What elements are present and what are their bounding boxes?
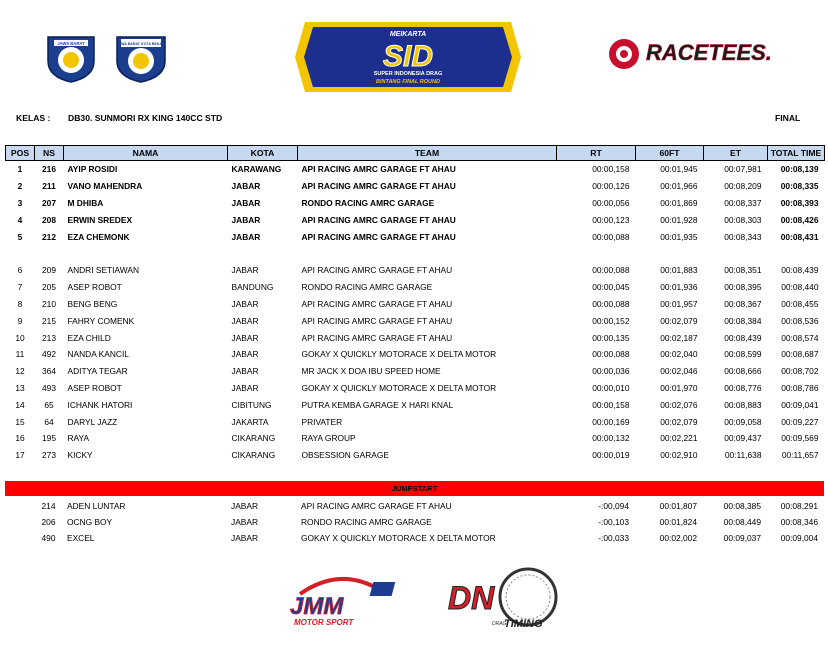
cell-60ft: 00:01,883 [660, 265, 698, 276]
cell-60ft: 00:02,221 [660, 433, 698, 444]
table-row [5, 514, 824, 530]
cell-kota: JAKARTA [231, 416, 269, 427]
cell-team: API RACING AMRC GARAGE FT AHAU [301, 315, 453, 326]
cell-et: 00:08,367 [724, 298, 762, 309]
cell-rt: 00:00,056 [592, 197, 630, 208]
jawa-barat-logo [44, 31, 98, 83]
col-header-nama: NAMA [64, 146, 228, 161]
cell-pos: 12 [15, 366, 25, 377]
cell-ns: 213 [42, 332, 56, 343]
cell-kota: KARAWANG [231, 164, 282, 175]
cell-nama: OCNG BOY [67, 517, 113, 527]
sid-super-indonesia-drag-logo [293, 16, 523, 98]
cell-et: 00:08,449 [723, 517, 761, 527]
cell-ns: 209 [42, 265, 56, 276]
cell-ns: 195 [42, 433, 56, 444]
cell-total-time: 00:08,574 [781, 332, 819, 343]
cell-rt: 00:00,126 [592, 181, 630, 192]
cell-kota: JABAR [231, 517, 258, 527]
cell-rt: 00:00,088 [592, 349, 630, 360]
cell-et: 00:08,666 [724, 366, 762, 377]
col-header-60ft: 60FT [636, 146, 704, 161]
dn-drag-timing-logo [442, 567, 562, 633]
cell-kota: JABAR [231, 315, 259, 326]
table-row [6, 228, 825, 245]
cell-team: API RACING AMRC GARAGE FT AHAU [301, 231, 456, 242]
cell-kota: JABAR [231, 231, 261, 242]
cell-pos: 16 [15, 433, 25, 444]
cell-team: GOKAY X QUICKLY MOTORACE X DELTA MOTOR [301, 382, 497, 393]
cell-nama: ASEP ROBOT [67, 282, 122, 293]
sid-logo-round-text: BINTANG FINAL ROUND [376, 79, 440, 85]
cell-rt: 00:00,169 [592, 416, 630, 427]
cell-ns: 208 [42, 214, 56, 225]
cell-nama: RAYA [67, 433, 90, 444]
cell-kota: JABAR [231, 501, 258, 511]
cell-ns: 212 [42, 231, 56, 242]
cell-team: GOKAY X QUICKLY MOTORACE X DELTA MOTOR [301, 349, 497, 360]
sid-logo-main-text: SID [382, 40, 434, 73]
cell-et: 00:09,058 [724, 416, 762, 427]
cell-ns: 210 [42, 298, 56, 309]
cell-total-time: 00:09,227 [781, 416, 819, 427]
jawa-barat-logo-text: JAWA BARAT [57, 41, 85, 46]
cell-et: 00:11,638 [724, 450, 762, 461]
cell-rt: 00:00,010 [592, 382, 630, 393]
cell-pos: 3 [17, 197, 23, 208]
cell-nama: ADITYA TEGAR [67, 366, 128, 377]
cell-60ft: 00:01,966 [660, 181, 698, 192]
cell-kota: CIBITUNG [231, 399, 272, 410]
cell-team: GOKAY X QUICKLY MOTORACE X DELTA MOTOR [301, 533, 496, 543]
cell-60ft: 00:02,187 [660, 332, 698, 343]
cell-60ft: 00:01,945 [660, 164, 698, 175]
cell-rt: 00:00,045 [592, 282, 630, 293]
cell-ns: 492 [42, 349, 56, 360]
cell-60ft: 00:02,076 [660, 399, 698, 410]
dn-logo-drag-text: DRAG [492, 621, 507, 627]
sid-logo-top-text: MEIKARTA [389, 31, 427, 38]
racetees-logo [604, 30, 790, 76]
kelas-value: DB30. SUNMORI RX KING 140CC STD [68, 113, 223, 123]
cell-60ft: 00:02,002 [659, 533, 697, 543]
cell-pos: 10 [15, 332, 25, 343]
cell-rt: 00:00,132 [592, 433, 630, 444]
cell-pos: 17 [15, 450, 25, 461]
cell-60ft: 00:01,824 [659, 517, 697, 527]
cell-60ft: 00:01,807 [659, 501, 697, 511]
table-row [5, 498, 824, 514]
cell-team: PUTRA KEMBA GARAGE X HARI KNAL [301, 399, 454, 410]
cell-team: MR JACK X DOA IBU SPEED HOME [301, 366, 441, 377]
cell-60ft: 00:01,869 [660, 197, 698, 208]
cell-ns: 207 [42, 197, 56, 208]
cell-nama: VANO MAHENDRA [67, 181, 143, 192]
cell-total-time: 00:08,439 [781, 265, 819, 276]
cell-ns: 273 [42, 450, 56, 461]
cell-ns: 65 [44, 399, 54, 410]
table-row [6, 312, 825, 329]
kelas-label: KELAS : [16, 113, 51, 123]
jmm-logo-sub-text: MOTOR SPORT [294, 618, 354, 627]
table-row [6, 363, 825, 380]
cell-60ft: 00:01,928 [660, 214, 698, 225]
cell-et: 00:08,776 [724, 382, 762, 393]
cell-total-time: 00:08,335 [780, 181, 819, 192]
table-row [6, 279, 825, 296]
cell-nama: DARYL JAZZ [67, 416, 118, 427]
table-row [6, 161, 825, 178]
cell-pos: 8 [17, 298, 23, 309]
cell-et: 00:08,439 [724, 332, 762, 343]
cell-kota: JABAR [231, 197, 261, 208]
top-five-rows [6, 161, 825, 245]
cell-pos [5, 530, 34, 546]
cell-team: RONDO RACING AMRC GARAGE [301, 197, 435, 208]
col-header-total-time: TOTAL TIME [768, 146, 825, 161]
col-header-pos: POS [6, 146, 35, 161]
cell-pos: 2 [17, 181, 23, 192]
cell-rt: 00:00,036 [592, 366, 630, 377]
cell-et: 00:09,437 [724, 433, 762, 444]
cell-total-time: 00:08,687 [781, 349, 819, 360]
round-label: FINAL [775, 113, 801, 123]
cell-team: RONDO RACING AMRC GARAGE [301, 282, 433, 293]
cell-nama: ASEP ROBOT [67, 382, 122, 393]
cell-nama: BENG BENG [67, 298, 118, 309]
cell-nama: KICKY [67, 450, 93, 461]
cell-kota: BANDUNG [231, 282, 274, 293]
cell-et: 00:08,599 [724, 349, 762, 360]
cell-team: API RACING AMRC GARAGE FT AHAU [301, 332, 453, 343]
table-row [6, 346, 825, 363]
cell-pos: 7 [17, 282, 23, 293]
kota-bekasi-logo [113, 31, 169, 83]
cell-kota: JABAR [231, 382, 259, 393]
cell-ns: 214 [41, 501, 56, 511]
cell-pos: 9 [17, 315, 23, 326]
col-header-kota: KOTA [228, 146, 298, 161]
cell-ns: 215 [42, 315, 56, 326]
cell-60ft: 00:02,079 [660, 315, 698, 326]
cell-total-time: 00:08,431 [780, 231, 819, 242]
cell-pos [5, 514, 34, 530]
cell-nama: M DHIBA [67, 197, 104, 208]
cell-nama: AYIP ROSIDI [67, 164, 118, 175]
cell-total-time: 00:08,440 [781, 282, 819, 293]
cell-kota: JABAR [231, 366, 259, 377]
cell-team: API RACING AMRC GARAGE FT AHAU [301, 214, 456, 225]
table-row [6, 413, 825, 430]
cell-rt: 00:00,158 [592, 164, 630, 175]
cell-rt: 00:00,019 [592, 450, 630, 461]
cell-rt: 00:00,088 [592, 298, 630, 309]
cell-et: 00:07,981 [724, 164, 762, 175]
cell-60ft: 00:02,079 [660, 416, 698, 427]
cell-total-time: 00:08,346 [780, 517, 818, 527]
cell-pos: 11 [15, 349, 25, 360]
dn-logo-sub-text: TIMING [504, 618, 543, 630]
kota-bekasi-logo-text: JAWA BARAT KOTA BEKASI [116, 42, 166, 46]
table-row [5, 530, 824, 546]
cell-total-time: 00:11,657 [781, 450, 819, 461]
cell-et: 00:08,343 [724, 231, 762, 242]
dn-logo-text: DN [448, 580, 495, 616]
cell-nama: EZA CHEMONK [67, 231, 130, 242]
remaining-rows [6, 262, 825, 464]
cell-team: API RACING AMRC GARAGE FT AHAU [301, 298, 453, 309]
cell-nama: EXCEL [67, 533, 95, 543]
cell-kota: JABAR [231, 265, 259, 276]
jumpstart-banner: JUMPSTART [5, 481, 824, 496]
cell-ns: 493 [42, 382, 56, 393]
table-row [6, 396, 825, 413]
cell-et: 00:08,395 [724, 282, 762, 293]
sid-logo-sub-text: SUPER INDONESIA DRAG [373, 71, 443, 77]
cell-team: PRIVATER [301, 416, 343, 427]
table-row [6, 329, 825, 346]
cell-60ft: 00:01,957 [660, 298, 698, 309]
cell-rt: -:00,103 [598, 517, 629, 527]
col-header-ns: NS [35, 146, 64, 161]
cell-60ft: 00:01,935 [660, 231, 698, 242]
cell-pos: 5 [17, 231, 23, 242]
cell-pos [5, 498, 34, 514]
cell-et: 00:08,384 [724, 315, 762, 326]
col-header-et: ET [704, 146, 768, 161]
cell-pos: 13 [15, 382, 25, 393]
cell-pos: 4 [17, 214, 23, 225]
cell-kota: JABAR [231, 214, 261, 225]
cell-et: 00:08,351 [724, 265, 762, 276]
cell-60ft: 00:02,910 [660, 450, 698, 461]
cell-team: RAYA GROUP [301, 433, 356, 444]
col-header-rt: RT [557, 146, 636, 161]
jmm-motor-sport-logo [280, 572, 404, 628]
cell-pos: 14 [15, 399, 25, 410]
cell-et: 00:08,209 [724, 181, 762, 192]
cell-total-time: 00:08,291 [780, 501, 818, 511]
cell-kota: JABAR [231, 533, 258, 543]
cell-et: 00:09,037 [723, 533, 761, 543]
cell-nama: NANDA KANCIL [67, 349, 129, 360]
cell-et: 00:08,303 [724, 214, 762, 225]
cell-kota: JABAR [231, 298, 259, 309]
cell-pos: 6 [17, 265, 23, 276]
cell-nama: ADEN LUNTAR [67, 501, 126, 511]
cell-total-time: 00:08,426 [780, 214, 819, 225]
cell-nama: ERWIN SREDEX [67, 214, 133, 225]
cell-total-time: 00:09,004 [780, 533, 818, 543]
cell-nama: ANDRI SETIAWAN [67, 265, 140, 276]
cell-team: API RACING AMRC GARAGE FT AHAU [301, 164, 456, 175]
cell-rt: 00:00,088 [592, 231, 630, 242]
cell-et: 00:08,385 [723, 501, 761, 511]
cell-ns: 490 [41, 533, 56, 543]
cell-ns: 205 [42, 282, 56, 293]
jmm-logo-text: JMM [290, 593, 344, 620]
cell-team: OBSESSION GARAGE [301, 450, 389, 461]
cell-pos: 15 [15, 416, 25, 427]
table-row [6, 195, 825, 212]
results-table [5, 145, 825, 464]
table-row [6, 178, 825, 195]
table-row [6, 211, 825, 228]
cell-total-time: 00:08,139 [780, 164, 819, 175]
cell-ns: 216 [42, 164, 56, 175]
cell-kota: JABAR [231, 332, 259, 343]
cell-ns: 206 [41, 517, 56, 527]
cell-team: RONDO RACING AMRC GARAGE [301, 517, 432, 527]
cell-total-time: 00:08,536 [781, 315, 819, 326]
cell-rt: -:00,033 [598, 533, 629, 543]
col-header-team: TEAM [298, 146, 557, 161]
spacer [6, 245, 825, 262]
cell-rt: 00:00,158 [592, 399, 630, 410]
table-row [6, 296, 825, 313]
cell-rt: 00:00,135 [592, 332, 630, 343]
cell-et: 00:08,337 [724, 197, 762, 208]
cell-nama: EZA CHILD [67, 332, 111, 343]
racetees-logo-text: RACETEES. [646, 40, 772, 65]
cell-60ft: 00:02,040 [660, 349, 698, 360]
cell-total-time: 00:08,702 [781, 366, 819, 377]
table-row [6, 430, 825, 447]
cell-nama: ICHANK HATORI [67, 399, 133, 410]
cell-et: 00:08,883 [724, 399, 762, 410]
cell-kota: CIKARANG [231, 433, 276, 444]
cell-team: API RACING AMRC GARAGE FT AHAU [301, 181, 456, 192]
cell-rt: -:00,094 [598, 501, 629, 511]
cell-60ft: 00:02,046 [660, 366, 698, 377]
cell-60ft: 00:01,936 [660, 282, 698, 293]
table-row [6, 262, 825, 279]
cell-total-time: 00:09,041 [781, 399, 819, 410]
cell-ns: 64 [44, 416, 54, 427]
cell-ns: 364 [42, 366, 56, 377]
cell-ns: 211 [42, 181, 56, 192]
cell-kota: JABAR [231, 349, 259, 360]
cell-team: API RACING AMRC GARAGE FT AHAU [301, 501, 452, 511]
table-row [6, 380, 825, 397]
cell-team: API RACING AMRC GARAGE FT AHAU [301, 265, 453, 276]
jumpstart-table [5, 498, 824, 546]
table-row [6, 447, 825, 464]
cell-total-time: 00:09,569 [781, 433, 819, 444]
cell-nama: FAHRY COMENK [67, 315, 135, 326]
cell-rt: 00:00,123 [592, 214, 630, 225]
cell-60ft: 00:01,970 [660, 382, 698, 393]
cell-total-time: 00:08,455 [781, 298, 819, 309]
cell-total-time: 00:08,786 [781, 382, 819, 393]
cell-rt: 00:00,088 [592, 265, 630, 276]
cell-kota: JABAR [231, 181, 261, 192]
cell-pos: 1 [17, 164, 23, 175]
cell-total-time: 00:08,393 [780, 197, 819, 208]
cell-rt: 00:00,152 [592, 315, 630, 326]
cell-kota: CIKARANG [231, 450, 276, 461]
table-header-row [6, 146, 825, 161]
